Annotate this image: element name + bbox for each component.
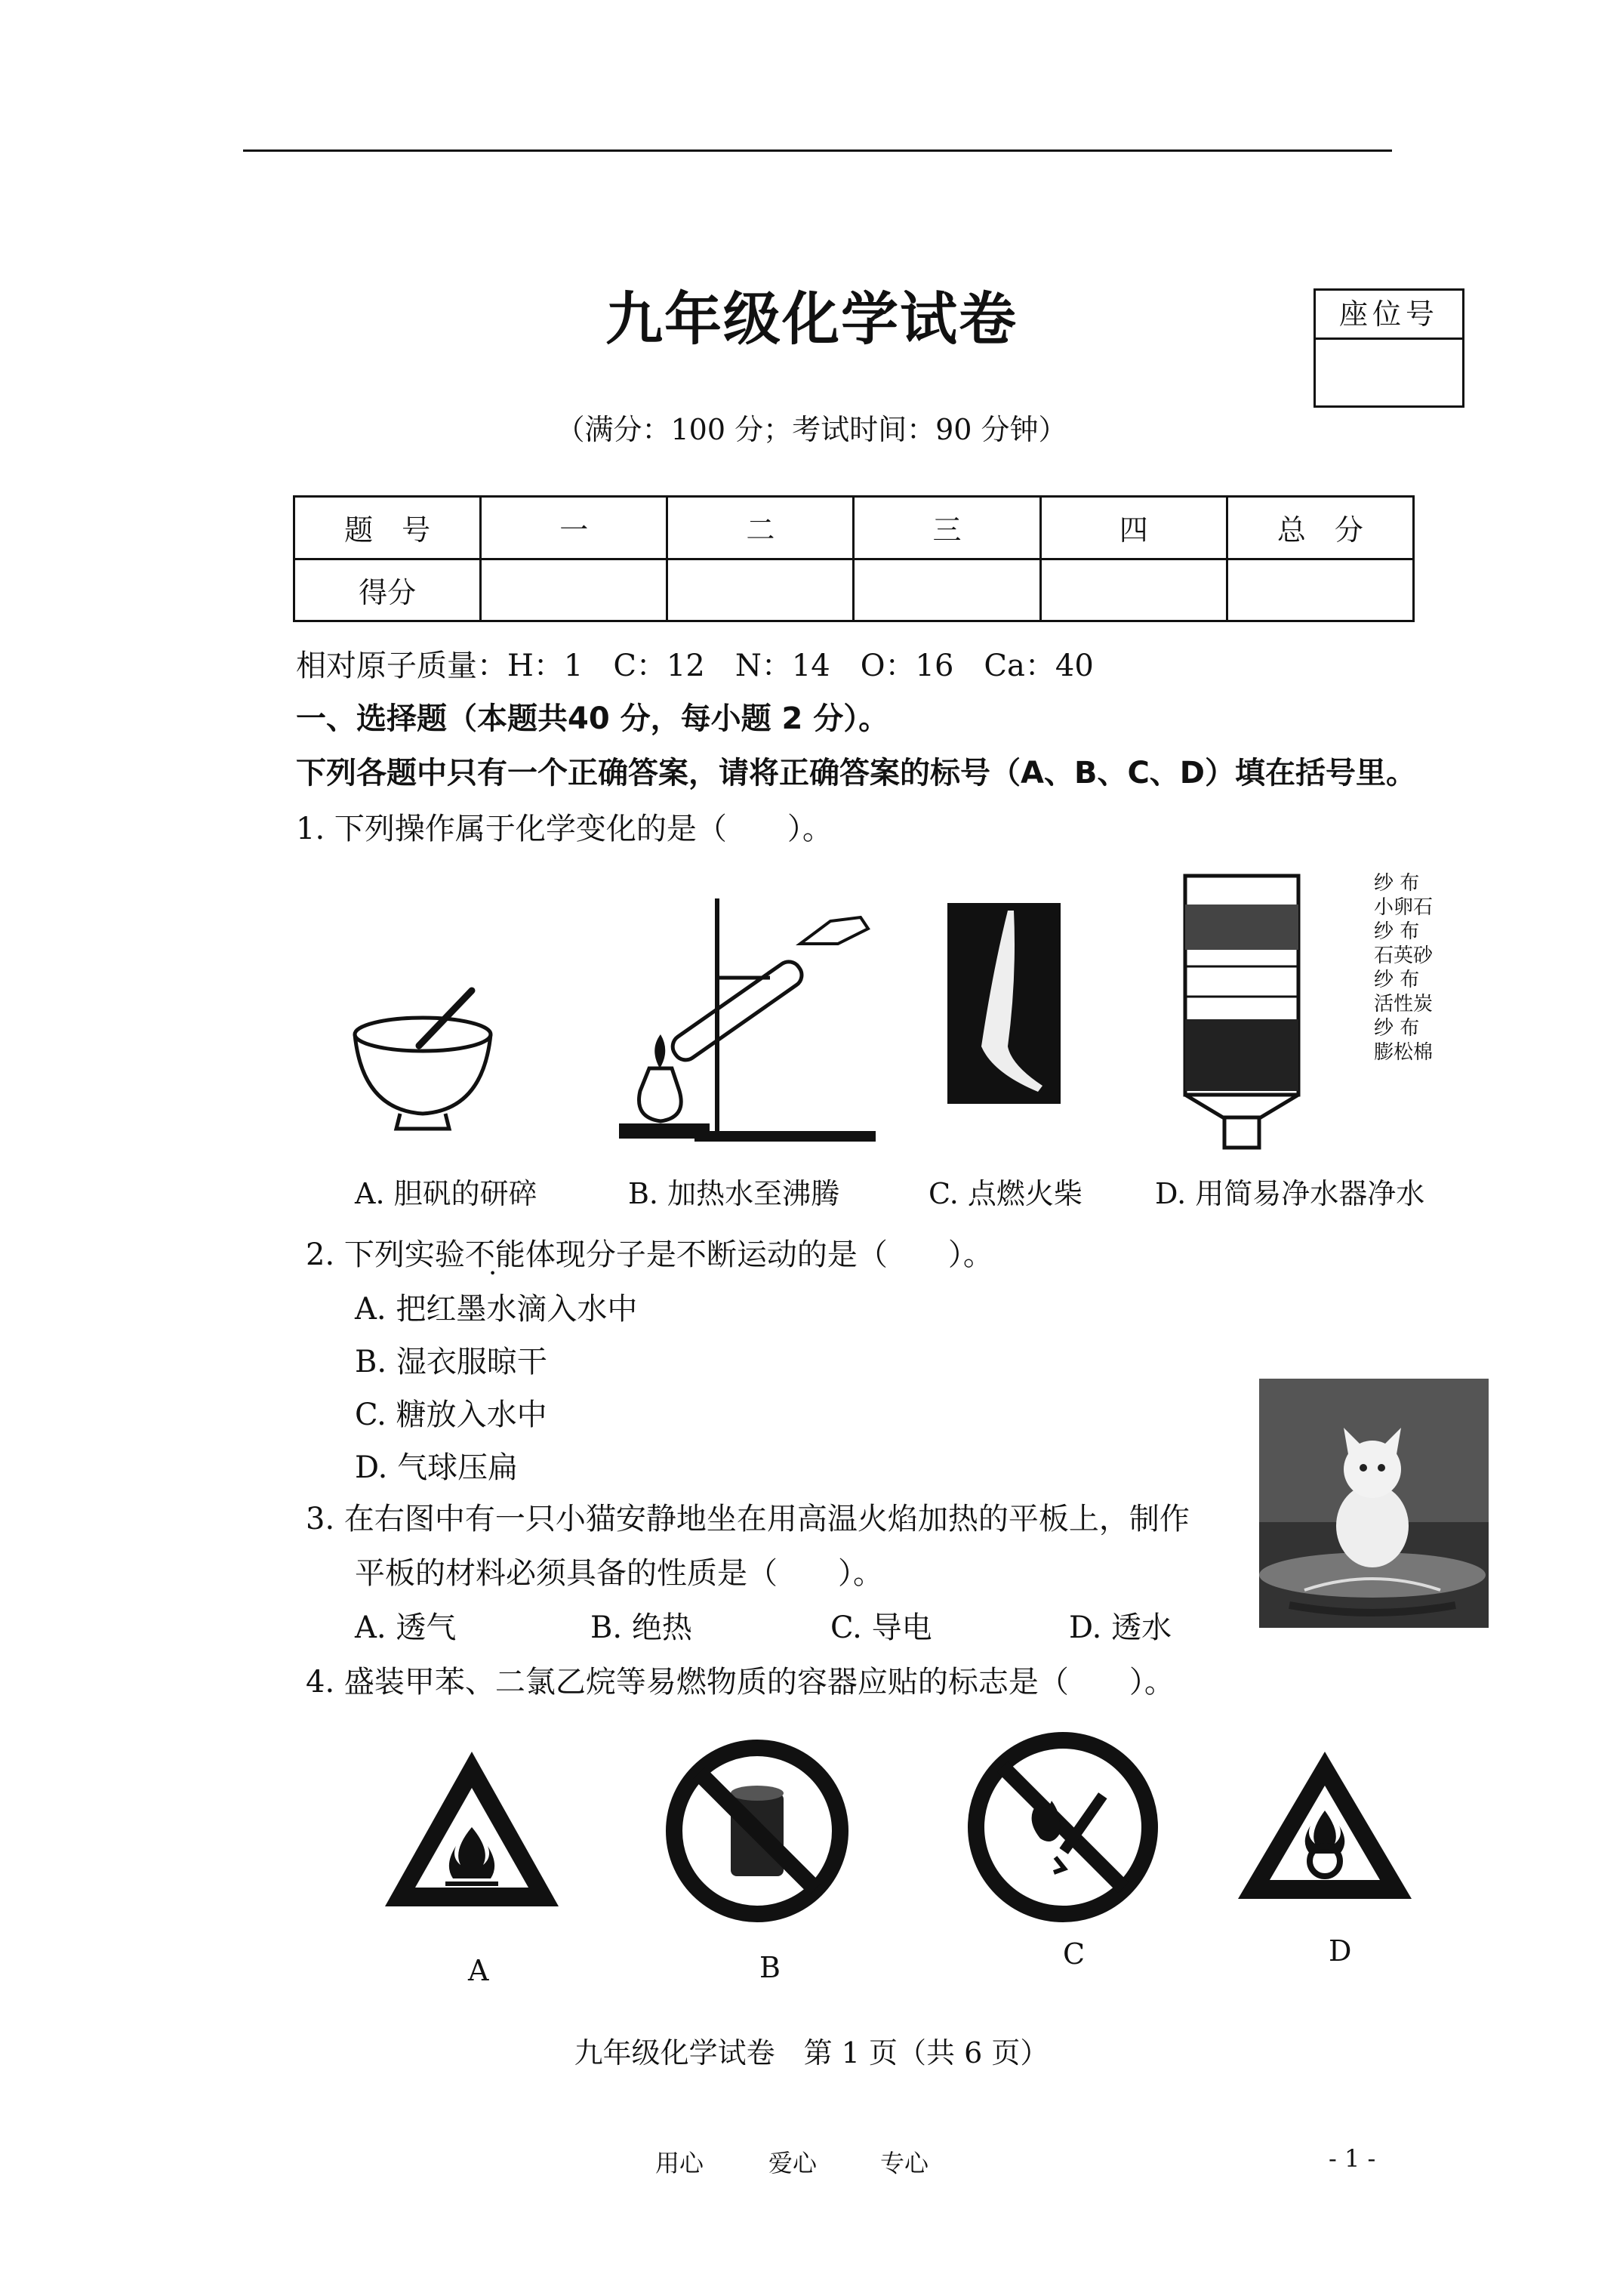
oxidizer-warning-sign [1230,1744,1419,1906]
filter-label: 石英砂 [1374,945,1434,967]
mortar-pestle-figure [347,974,498,1140]
q1-option-b: B. 加热水至沸腾 [628,1177,840,1210]
q3-option-b: B. 绝热 [590,1610,692,1645]
score-cell[interactable] [1227,559,1413,621]
question-2-stem [306,1231,993,1274]
question-3-stem-line1: 3. 在右图中有一只小猫安静地坐在用高温火焰加热的平板上，制作 [306,1502,1190,1536]
score-cell[interactable] [481,559,667,621]
page-footer-info: 九年级化学试卷 第 1 页（共 6 页） [574,2036,1049,2069]
score-header-cell: 四 [1040,497,1227,559]
no-oil-drum-sign [663,1737,852,1925]
filter-label: 纱 布 [1374,1017,1420,1040]
score-header-cell: 二 [667,497,854,559]
no-fire-sign [965,1729,1161,1925]
filter-label: 纱 布 [1374,969,1420,991]
score-header-cell: 题 号 [294,497,481,559]
filter-label: 膨松棉 [1374,1041,1434,1064]
score-cell[interactable] [854,559,1040,621]
score-table-score-row [294,559,1414,621]
score-table-header-row [294,497,1414,559]
seat-number-box [1313,288,1464,408]
question-4-stem: 4. 盛装甲苯、二氯乙烷等易燃物质的容器应贴的标志是（ ）。 [306,1665,1175,1700]
q2-option-d: D. 气球压扁 [355,1450,519,1485]
score-table [293,495,1415,622]
score-header-cell: 三 [854,497,1040,559]
sign-label-b: B [759,1951,781,1984]
filter-label: 小卵石 [1374,896,1434,919]
q2-option-a: A. 把红墨水滴入水中 [355,1292,638,1327]
q2-option-b: B. 湿衣服晾干 [355,1345,547,1379]
q2-stem-after: 体现分子是不断运动的是（ ）。 [525,1237,993,1272]
score-row-label: 得分 [294,559,481,621]
top-rule [243,149,1392,152]
q1-option-a: A. 胆矾的研碎 [355,1177,537,1210]
filter-labels [1374,871,1433,1065]
filter-label: 活性炭 [1374,993,1434,1015]
question-1-stem: 1. 下列操作属于化学变化的是（ ）。 [296,812,833,846]
section-heading: 一、选择题（本题共40 分，每小题 2 分）。 [296,701,889,736]
footer-slogan-1: 用心 [655,2149,704,2177]
q2-stem-before: 2. 下列实验 [306,1237,465,1272]
filter-label: 纱 布 [1374,872,1420,895]
score-header-cell: 总 分 [1227,497,1413,559]
sign-label-c: C [1063,1937,1086,1971]
cat-on-hot-plate-photo [1259,1379,1489,1628]
heating-apparatus-figure [604,876,891,1148]
q3-option-c: C. 导电 [830,1610,932,1645]
q2-stem-emphasis: 不能 [464,1237,525,1272]
section-instruction: 下列各题中只有一个正确答案，请将正确答案的标号（A、B、C、D）填在括号里。 [296,756,1417,791]
q2-option-c: C. 糖放入水中 [355,1398,547,1432]
sign-label-d: D [1329,1934,1352,1968]
seat-number-label: 座位号 [1316,291,1462,340]
lit-match-figure [947,903,1061,1104]
page-title: 九年级化学试卷 [605,285,1018,353]
footer-page-number: - 1 - [1329,2144,1376,2173]
q3-option-d: D. 透水 [1069,1610,1172,1645]
score-header-cell: 一 [481,497,667,559]
q1-option-c: C. 点燃火柴 [929,1177,1083,1210]
score-cell[interactable] [667,559,854,621]
q3-option-a: A. 透气 [355,1610,457,1645]
filter-label: 纱 布 [1374,920,1420,943]
score-cell[interactable] [1040,559,1227,621]
footer-slogan-2: 爱心 [768,2149,818,2177]
footer-slogan-3: 专心 [880,2149,929,2177]
sign-label-a: A [468,1954,489,1987]
question-3-stem-line2: 平板的材料必须具备的性质是（ ）。 [355,1556,883,1591]
q1-option-d: D. 用简易净水器净水 [1155,1177,1425,1210]
exam-info: （满分：100 分；考试时间：90 分钟） [556,413,1067,446]
atomic-masses: 相对原子质量：H：1 C：12 N：14 O：16 Ca：40 [296,649,1094,683]
flammable-warning-sign [377,1744,566,1918]
water-purifier-figure [1178,868,1306,1155]
